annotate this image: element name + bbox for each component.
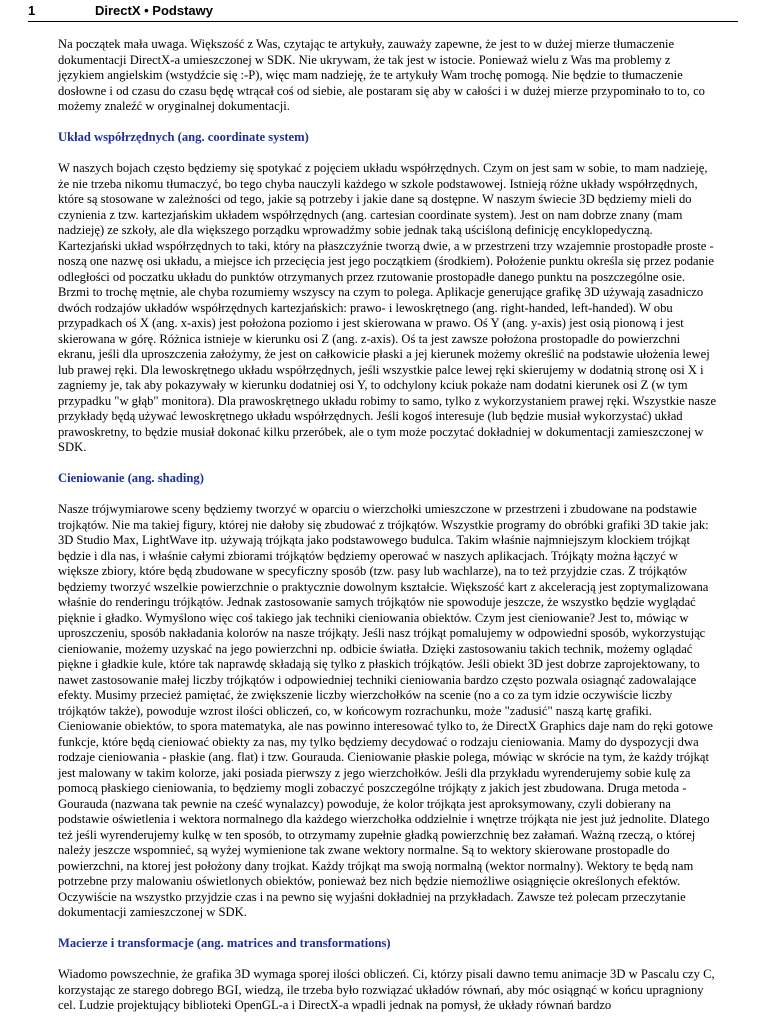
section-heading-shading: Cieniowanie (ang. shading) [58,471,204,485]
section-heading-matrices: Macierze i transformacje (ang. matrices and transformations) [58,936,391,950]
page-number: 1 [28,3,36,18]
article-body [58,37,718,1029]
section-heading-coordinate-system: Układ współrzędnych (ang. coordinate system) [58,130,309,144]
section-paragraph: Nasze trójwymiarowe sceny będziemy tworzyć w oparciu o wierzchołki umieszczone w przestrzeni i zbudowane na podstawie trojkątów. Nie ma takiej figury, której nie dałoby się zbudować z trójkątów. Wszystkie programy do obróbki grafiki 3D takie jak: 3D Studio Max, LightWave itp. używają trójkąta jako podstawowego budulca. Takim właśnie najmniejszym klockiem trójkąt będzie i dla nas, i właśnie całymi zbiorami trójkątów będziemy operować w naszych aplikacjach. Trójkąty można łączyć w większe zbiory, które będą zbudowane w specyficzny sposób (tzw. pasy lub wachlarze), na to też przyjdzie czas. Z trójkątów będziemy tworzyć wszelkie powierzchnie o praktycznie dowolnym kształcie. Większość kart z akceleracją jest zoptymalizowana właśnie do renderingu trójkątów. Jednak zastosowanie samych trójkątów nie spowoduje jeszcze, że wszystko będzie wyglądać pięknie i gładko. Wymyślono więc coś takiego jak techniki cieniowania obiektów. Czym jest cieniowanie? Jest to, mówiąc w uproszczeniu, sposób nakładania kolorów na nasze trójkąty. Jeśli nasz trójkąt pomalujemy w odpowiedni sposób, wykorzystując cieniowanie, możemy uzyskać na jego powierzchni np. odbicie światła. Dzięki zastosowaniu takich technik, możemy oglądać piękne i gładkie kule, które tak naprawdę składają się tylko z płaskich trójkątów. Jeśli obiekt 3D jest dobrze zaprojektowany, to nawet zastosowanie małej liczby trójkątów i odpowiedniej techniki cieniowania bardzo często pozwala osiagnąć zadowalające efekty. Musimy przecież pamiętać, że zwiększenie liczby wierzchołków na scenie (no a co za tym idzie oczywiście liczby trójkątów także), powoduje wzrost ilości obliczeń, co, w końcowym rozrachunku, może "zadusić" naszą kartę grafiki. Cieniowanie obiektów, to spora matematyka, ale nas powinno interesować tylko to, że DirectX Graphics daje nam do ręki gotowe funkcje, które będą cieniować obiekty za nas, my tylko będziemy decydować o rodzaju cieniowania. Mamy do dyspozycji dwa rodzaje cieniowania - płaskie (ang. flat) i tzw. Gourauda. Cieniowanie płaskie polega, mówiąc w skrócie na tym, że każdy trójkąt jest malowany w takim kolorze, jaki posiada pierwszy z jego wierzchołków. Jeśli dla przykładu wyrenderujemy sobie kulę za pomocą płaskiego cieniowania, to będziemy mogli zobaczyć poszczególne trójkąty z jakich jest zbudowana. Druga metoda - Gourauda (nazwana tak pewnie na cześć wynalazcy) powoduje, że kolor trójkąta jest aproksymowany, czyli dobierany na podstawie oświetlenia i wektora normalnego dla każdego wierzchołka oddzielnie i wnętrze trójkąta nie jest już jednolite. Dlatego też jeśli wyrenderujemy kulkę w ten sposób, to otrzymamy zupełnie gładką powierzchnię bez załamań. Ważną rzeczą, o której należy jeszcze wspomnieć, są wyżej wymienione tak zwane wektory normalne. Są to wektory skierowane prostopadle do powierzchni, na ktorej jest położony dany trojkat. Każdy trójkąt ma swoją normalną (wektor normalny). Wektory te będą nam potrzebne przy malowaniu oświetlonych obiektów, ponieważ bez nich będzie niemożliwe osiągnięcie określonych efektów. Oczywiście na wszystko przyjdzie czas i na pewno się wyjaśni dokładniej na przykładach. Zawsze też polecam przeczytanie dokumentacji zamieszczonej w SDK. [58,502,713,919]
intro-paragraph: Na początek mała uwaga. Większość z Was, czytając te artykuły, zauważy zapewne, że jest to w dużej mierze tłumaczenie dokumentacji DirectX-a umieszczonej w SDK. Nie ukrywam, że tak jest w istocie. Ponieważ wielu z Was ma problemy z językiem angielskim (wstydźcie się :-P), więc mam nadzieję, że te artykuły Wam trochę pomogą. Nie będzie to tłumaczenie dosłowne i od czasu do czasu będę wtrącał coś od siebie, ale postaram się aby w całości i w dużej mierze przypominało to to, co możemy znaleźć w oryginalnej dokumentacji. [58,37,705,113]
header-title: DirectX • Podstawy [95,3,213,18]
section-paragraph: W naszych bojach często będziemy się spotykać z pojęciem układu współrzędnych. Czym on jest sam w sobie, to mam nadzieję, że nie trzeba nikomu tłumaczyć, bo tego chyba nauczyli każdego w szkole podstawowej. Istnieją różne układy współrzędnych, które są stosowane w zależności od tego, jakie są potrzeby i jakie dane są dostępne. W naszym świecie 3D będziemy mieli do czynienia z tzw. kartezjańskim układem współrzędnych (ang. cartesian coordinate system). Jest on nam dobrze znany (mam nadzieję) ze szkoły, ale dla większego porządku wprowadźmy sobie jednak taką uściśloną definicję encyklopedyczną. [58,161,708,237]
page-header [28,0,738,22]
section-paragraph: Kartezjański układ współrzędnych to taki, który na płaszczyźnie tworzą dwie, a w przestrzeni trzy wzajemnie prostopadłe proste - noszą one nazwę osi układu, a miejsce ich przecięcia jest jego początkiem (środkiem). Położenie punktu określa się przez podanie odległości od poczatku układu do punktów otrzymanych przez rzutowanie prostopadłe danego punktu na poszczególne osie. Brzmi to trochę mętnie, ale chyba rozumiemy wszyscy na czym to polega. Aplikacje generujące grafikę 3D używają zasadniczo dwóch rodzajów układów współrzędnych kartezjańskich: prawo- i lewoskrętnego (ang. right-handed, left-handed). W obu przypadkach oś X (ang. x-axis) jest położona poziomo i jest skierowana w prawo. Oś Y (ang. y-axis) jest osią pionową i jest skierowana w górę. Różnica istnieje w kierunku osi Z (ang. z-axis). Oś ta jest zawsze położona prostopadle do powierzchni ekranu, jeśli dla uproszczenia założymy, że jest on całkowicie płaski a jej kierunek możemy określić na podstawie ułożenia lewej lub prawej ręki. Dla lewoskrętnego układu współrzędnych, jeśli wszystkie palce lewej ręki skierujemy w dodatnią stronę osi X i zagniemy je, tak aby pokazywały w kierunku dodatniej osi Y, to odchylony kciuk pokaże nam dodatni kierunek osi Z (w tym przypadku "w głąb" monitora). Dla prawoskrętnego układu robimy to samo, tylko z wykorzystaniem prawej ręki. Wszystkie nasze przykłady będą używać lewoskrętnego układu współrzędnych. Jeśli kogoś interesuje (lub będzie musiał wykorzystać) układ prawoskretny, to będzie musiał dokonać kilku przeróbek, ale o tym może poczytać dokładniej w dokumentacji zamieszczonej w SDK. [58,238,717,454]
section-paragraph: Wiadomo powszechnie, że grafika 3D wymaga sporej ilości obliczeń. Ci, którzy pisali dawno temu animacje 3D w Pascalu czy C, korzystając ze starego dobrego BGI, wiedzą, ile trzeba było rozwiązać układów równań, aby móc osiągnąć w końcu upragniony cel. Ludzie projektujący biblioteki OpenGL-a i DirectX-a wpadli jednak na pomysł, że układy równań bardzo [58,967,715,1012]
